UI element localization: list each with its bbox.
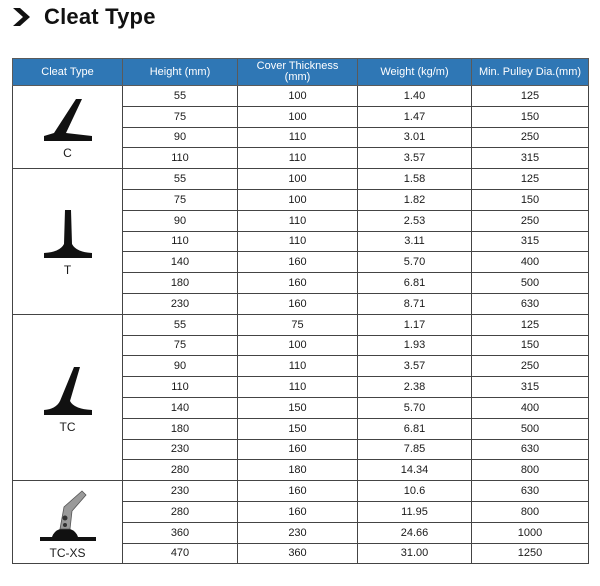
cleat-type-box: [13, 95, 122, 159]
page-title: [10, 4, 156, 30]
pulley-dia-cell: 250: [472, 127, 589, 148]
pulley-dia-cell: 315: [472, 377, 589, 398]
pulley-dia-cell: 125: [472, 86, 589, 107]
cover-thickness-cell: 160: [238, 252, 358, 273]
weight-cell: 1.82: [358, 189, 472, 210]
cover-thickness-cell: 75: [238, 314, 358, 335]
cover-thickness-cell: 110: [238, 127, 358, 148]
height-cell: 75: [123, 106, 238, 127]
weight-cell: 31.00: [358, 543, 472, 564]
pulley-dia-cell: 125: [472, 169, 589, 190]
pulley-dia-cell: 630: [472, 481, 589, 502]
header-cleat-type: Cleat Type: [13, 59, 123, 86]
weight-cell: 1.47: [358, 106, 472, 127]
cover-thickness-cell: 160: [238, 439, 358, 460]
weight-cell: 6.81: [358, 273, 472, 294]
cover-thickness-cell: 150: [238, 397, 358, 418]
tc-xs-cleat-icon: [38, 485, 98, 545]
cleat-type-label: TC: [59, 420, 76, 435]
weight-cell: 24.66: [358, 522, 472, 543]
header-cover-thickness-line2: (mm): [284, 71, 311, 83]
cover-thickness-cell: 100: [238, 189, 358, 210]
weight-cell: 5.70: [358, 397, 472, 418]
height-cell: 230: [123, 439, 238, 460]
cover-thickness-cell: 160: [238, 273, 358, 294]
cover-thickness-cell: 110: [238, 356, 358, 377]
height-cell: 90: [123, 127, 238, 148]
c-cleat-icon: [40, 95, 96, 145]
header-pulley-dia: Min. Pulley Dia.(mm): [472, 59, 589, 86]
height-cell: 140: [123, 397, 238, 418]
pulley-dia-cell: 500: [472, 273, 589, 294]
height-cell: 280: [123, 501, 238, 522]
weight-cell: 1.17: [358, 314, 472, 335]
height-cell: 110: [123, 148, 238, 169]
cleat-type-label: C: [63, 146, 72, 161]
weight-cell: 3.57: [358, 356, 472, 377]
cleat-type-label: T: [63, 263, 72, 278]
height-cell: 55: [123, 169, 238, 190]
cleat-type-cell: [13, 314, 123, 480]
weight-cell: 3.57: [358, 148, 472, 169]
cover-thickness-cell: 110: [238, 210, 358, 231]
pulley-dia-cell: 250: [472, 356, 589, 377]
weight-cell: 14.34: [358, 460, 472, 481]
pulley-dia-cell: 500: [472, 418, 589, 439]
cover-thickness-cell: 360: [238, 543, 358, 564]
cover-thickness-cell: 160: [238, 293, 358, 314]
weight-cell: 10.6: [358, 481, 472, 502]
pulley-dia-cell: 250: [472, 210, 589, 231]
height-cell: 110: [123, 231, 238, 252]
cleat-type-box: [13, 361, 122, 433]
pulley-dia-cell: 150: [472, 189, 589, 210]
height-cell: 75: [123, 189, 238, 210]
pulley-dia-cell: 1000: [472, 522, 589, 543]
cleat-type-cell: [13, 481, 123, 564]
cover-thickness-cell: 160: [238, 501, 358, 522]
table-row: [13, 314, 589, 335]
weight-cell: 3.01: [358, 127, 472, 148]
cover-thickness-cell: 100: [238, 86, 358, 107]
cover-thickness-cell: 110: [238, 377, 358, 398]
height-cell: 55: [123, 314, 238, 335]
cover-thickness-cell: 100: [238, 169, 358, 190]
header-cover-thickness: [238, 59, 358, 86]
pulley-dia-cell: 1250: [472, 543, 589, 564]
pulley-dia-cell: 150: [472, 106, 589, 127]
cover-thickness-cell: 110: [238, 148, 358, 169]
height-cell: 90: [123, 210, 238, 231]
table-header-row: [13, 59, 589, 86]
pulley-dia-cell: 400: [472, 252, 589, 273]
weight-cell: 3.11: [358, 231, 472, 252]
cleat-spec-table: [12, 58, 589, 564]
pulley-dia-cell: 630: [472, 293, 589, 314]
cover-thickness-cell: 180: [238, 460, 358, 481]
weight-cell: 5.70: [358, 252, 472, 273]
weight-cell: 7.85: [358, 439, 472, 460]
pulley-dia-cell: 150: [472, 335, 589, 356]
height-cell: 180: [123, 273, 238, 294]
cover-thickness-cell: 100: [238, 335, 358, 356]
height-cell: 230: [123, 481, 238, 502]
pulley-dia-cell: 315: [472, 148, 589, 169]
weight-cell: 8.71: [358, 293, 472, 314]
height-cell: 90: [123, 356, 238, 377]
cover-thickness-cell: 150: [238, 418, 358, 439]
table-row: [13, 481, 589, 502]
height-cell: 140: [123, 252, 238, 273]
pulley-dia-cell: 125: [472, 314, 589, 335]
cover-thickness-cell: 100: [238, 106, 358, 127]
header-cover-thickness-line1: Cover Thickness: [256, 60, 339, 72]
height-cell: 360: [123, 522, 238, 543]
pulley-dia-cell: 315: [472, 231, 589, 252]
pulley-dia-cell: 800: [472, 460, 589, 481]
height-cell: 110: [123, 377, 238, 398]
pulley-dia-cell: 630: [472, 439, 589, 460]
table-row: [13, 86, 589, 107]
weight-cell: 6.81: [358, 418, 472, 439]
table-row: [13, 169, 589, 190]
cleat-type-cell: [13, 169, 123, 315]
height-cell: 230: [123, 293, 238, 314]
chevron-right-icon: [10, 6, 34, 28]
weight-cell: 11.95: [358, 501, 472, 522]
height-cell: 470: [123, 543, 238, 564]
cover-thickness-cell: 160: [238, 481, 358, 502]
cleat-type-cell: [13, 86, 123, 169]
header-height: Height (mm): [123, 59, 238, 86]
weight-cell: 2.38: [358, 377, 472, 398]
height-cell: 180: [123, 418, 238, 439]
page-title-text: Cleat Type: [44, 4, 156, 29]
t-cleat-icon: [40, 206, 96, 262]
cover-thickness-cell: 230: [238, 522, 358, 543]
cleat-type-box: [13, 485, 122, 559]
weight-cell: 1.40: [358, 86, 472, 107]
weight-cell: 1.93: [358, 335, 472, 356]
height-cell: 55: [123, 86, 238, 107]
weight-cell: 2.53: [358, 210, 472, 231]
pulley-dia-cell: 800: [472, 501, 589, 522]
height-cell: 280: [123, 460, 238, 481]
header-weight: Weight (kg/m): [358, 59, 472, 86]
weight-cell: 1.58: [358, 169, 472, 190]
tc-cleat-icon: [40, 361, 96, 419]
cleat-type-box: [13, 206, 122, 276]
pulley-dia-cell: 400: [472, 397, 589, 418]
height-cell: 75: [123, 335, 238, 356]
cleat-type-label: TC-XS: [49, 546, 86, 561]
cover-thickness-cell: 110: [238, 231, 358, 252]
